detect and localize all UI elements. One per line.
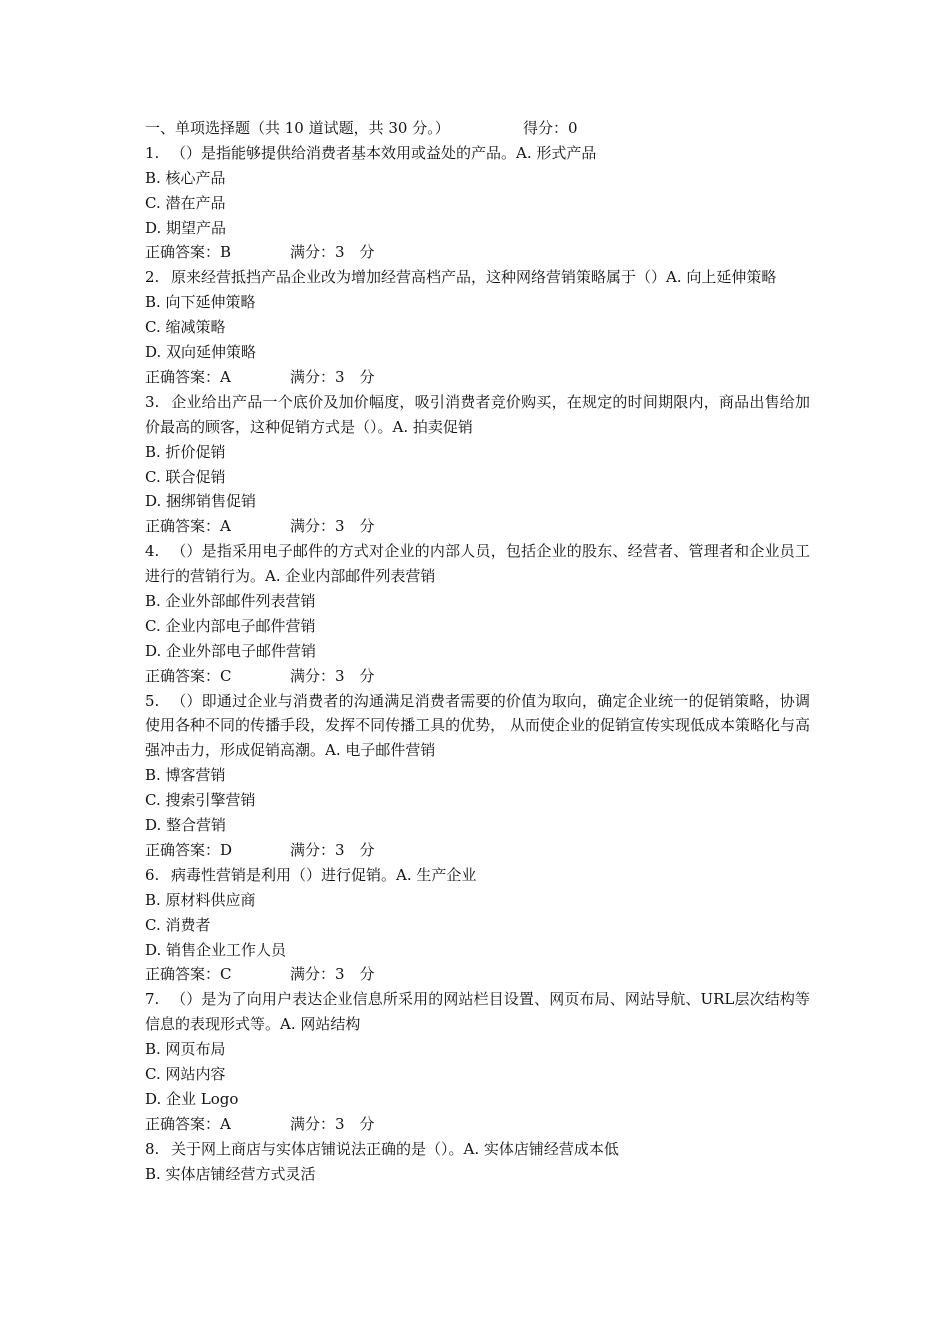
answer-line [145,838,810,863]
question-1 [145,141,810,166]
answer-line [145,514,810,539]
answer-line [145,365,810,390]
option-d: D. 企业外部电子邮件营销 [145,641,317,660]
question-text: 病毒性营销是利用（）进行促销。A. 生产企业 [171,865,477,884]
full-score: 满分：3 分 [290,666,375,685]
section-title: 一、单项选择题（共 10 道试题，共 30 分。） [145,119,450,137]
option-d: D. 整合营销 [145,816,227,835]
question-text: 企业给出产品一个底价及加价幅度，吸引消费者竞价购买，在规定的时间期限内，商品出售给加价最高的顾客，这种促销方式是（）。A. 拍卖促销 [145,392,810,436]
answer-line [145,664,810,689]
option-d: D. 期望产品 [145,218,227,237]
question-text: （）是指采用电子邮件的方式对企业的内部人员，包括企业的股东、经营者、管理者和企业员工进行的营销行为。A. 企业内部邮件列表营销 [145,542,810,586]
question-number: 8. [145,1139,160,1158]
correct-answer: 正确答案：D [145,840,233,859]
full-score: 满分：3 分 [290,840,375,859]
option-c: C. 缩减策略 [145,318,226,337]
option-b: B. 核心产品 [145,168,226,187]
correct-answer: 正确答案：C [145,666,232,685]
option-c: C. 潜在产品 [145,193,226,212]
correct-answer: 正确答案：A [145,517,231,536]
option-c: C. 联合促销 [145,467,226,486]
correct-answer: 正确答案：A [145,367,231,386]
option-b: B. 向下延伸策略 [145,293,256,312]
question-text: （）是指能够提供给消费者基本效用或益处的产品。A. 形式产品 [171,143,597,162]
option-b: B. 实体店铺经营方式灵活 [145,1164,316,1183]
question-number: 3. [145,392,160,411]
quiz-content [145,116,810,1186]
option-d: D. 销售企业工作人员 [145,940,287,959]
option-c: C. 网站内容 [145,1065,226,1083]
correct-answer: 正确答案：C [145,965,232,984]
option-c: C. 消费者 [145,915,211,934]
full-score: 满分：3 分 [290,243,375,262]
option-b: B. 企业外部邮件列表营销 [145,592,316,610]
full-score: 满分：3 分 [290,1114,375,1133]
question-number: 1. [145,143,160,162]
question-number: 4. [145,542,160,561]
full-score: 满分：3 分 [290,367,375,386]
correct-answer: 正确答案：A [145,1114,231,1133]
option-d: D. 双向延伸策略 [145,343,257,362]
question-text: 关于网上商店与实体店铺说法正确的是（）。A. 实体店铺经营成本低 [171,1139,619,1158]
answer-line [145,1112,810,1137]
full-score: 满分：3 分 [290,517,375,536]
option-c: C. 搜索引擎营销 [145,791,256,810]
question-8 [145,1137,810,1162]
option-d: D. 捆绑销售促销 [145,492,257,511]
section-header [145,116,810,141]
option-b: B. 网页布局 [145,1040,226,1059]
question-number: 2. [145,268,160,287]
score-label: 得分：0 [523,119,578,137]
question-3 [145,390,810,440]
option-b: B. 原材料供应商 [145,890,256,909]
answer-line [145,962,810,987]
question-number: 5. [145,691,160,710]
full-score: 满分：3 分 [290,965,375,984]
question-text: （）是为了向用户表达企业信息所采用的网站栏目设置、网页布局、网站导航、URL层次结构等信息的表现形式等。A. 网站结构 [145,990,810,1034]
question-text: 原来经营抵挡产品企业改为增加经营高档产品，这种网络营销策略属于（）A. 向上延伸策略 [171,268,777,287]
question-5 [145,689,810,764]
correct-answer: 正确答案：B [145,243,232,262]
question-2 [145,265,810,290]
option-b: B. 博客营销 [145,766,226,785]
question-number: 6. [145,865,160,884]
option-d: D. 企业 Logo [145,1089,239,1108]
question-6 [145,863,810,888]
question-text: （）即通过企业与消费者的沟通满足消费者需要的价值为取向，确定企业统一的促销策略，协调使用各种不同的传播手段，发挥不同传播工具的优势， 从而使企业的促销宣传实现低成本策略化与高强冲击力，形成促销高潮。A. 电子邮件营销 [145,691,810,760]
question-7 [145,987,810,1037]
question-number: 7. [145,990,160,1009]
answer-line [145,240,810,265]
question-4 [145,539,810,589]
option-c: C. 企业内部电子邮件营销 [145,616,316,635]
option-b: B. 折价促销 [145,442,226,461]
